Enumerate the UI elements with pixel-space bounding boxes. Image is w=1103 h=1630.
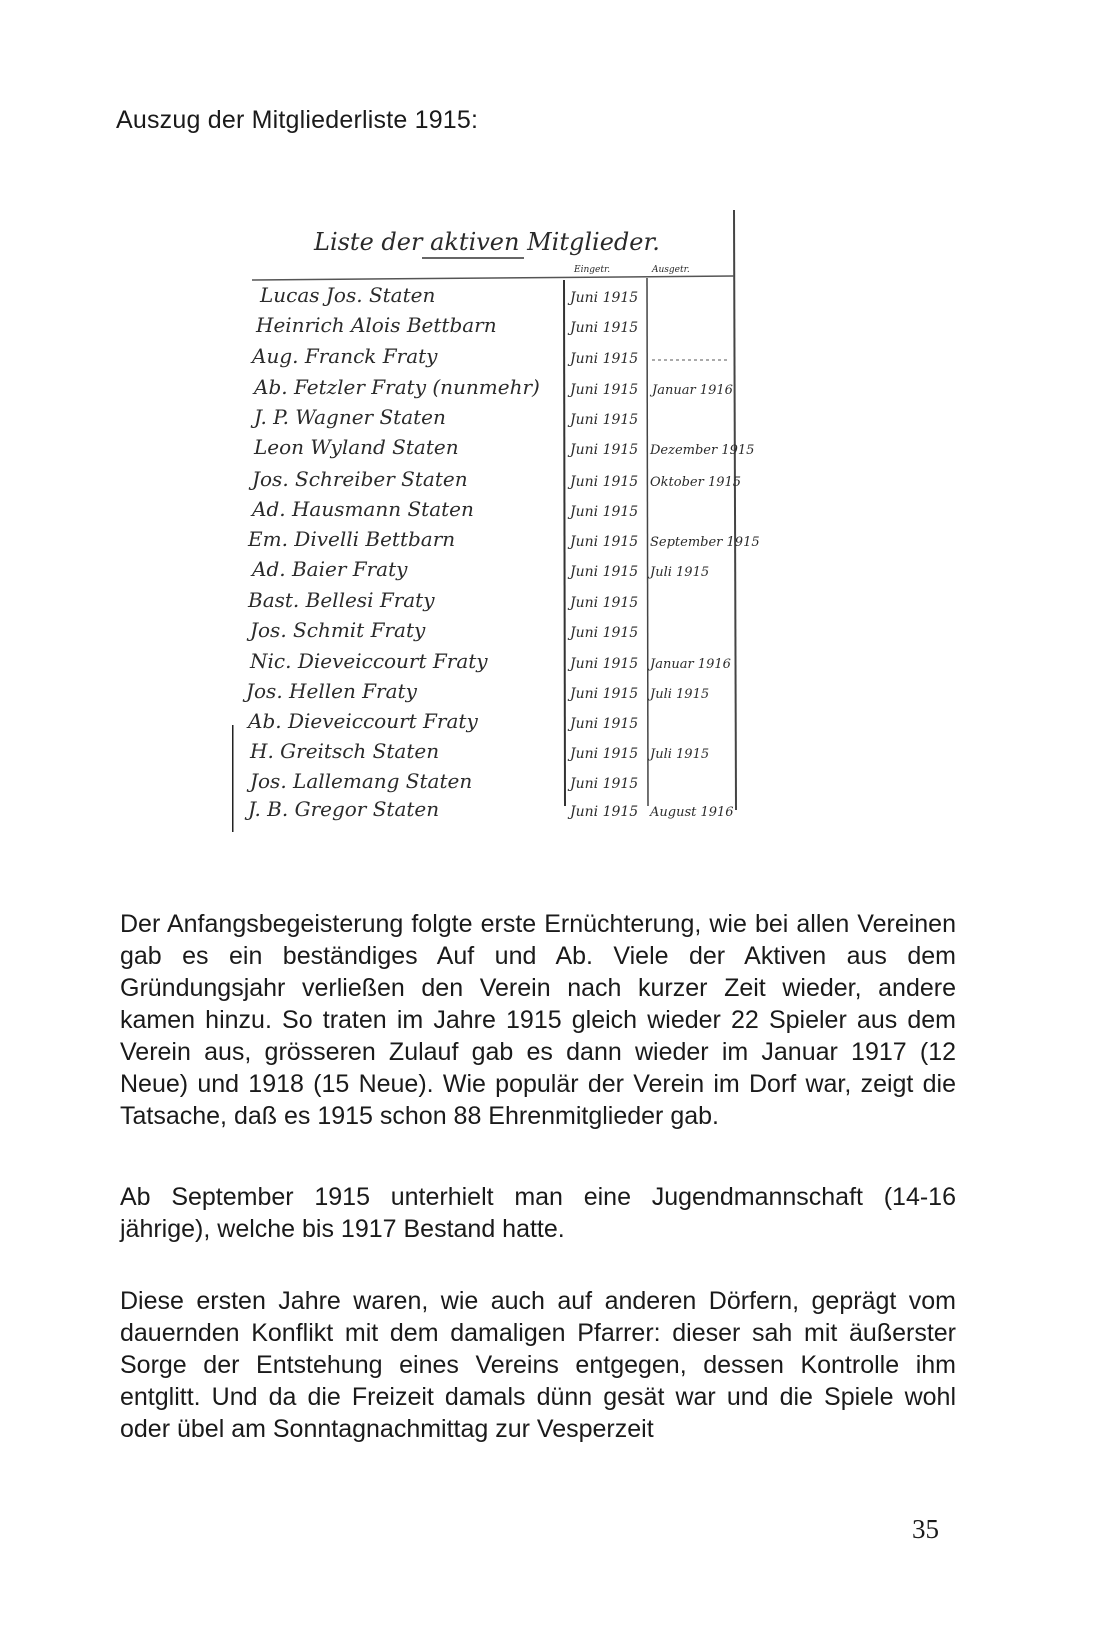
svg-text:Jos. Schmit Fraty: Jos. Schmit Fraty <box>250 618 426 642</box>
svg-text:Bast. Bellesi Fraty: Bast. Bellesi Fraty <box>248 588 435 612</box>
svg-text:Jos. Lallemang Staten: Jos. Lallemang Staten <box>250 769 473 793</box>
svg-text:Ab. Dieveiccourt Fraty: Ab. Dieveiccourt Fraty <box>248 709 478 733</box>
member-list-scan <box>232 210 778 870</box>
svg-text:J. B. Gregor Staten: J. B. Gregor Staten <box>248 797 440 821</box>
svg-text:Juni 1915: Juni 1915 <box>570 442 639 458</box>
svg-text:Januar 1916: Januar 1916 <box>650 657 731 672</box>
svg-text:September 1915: September 1915 <box>650 535 760 550</box>
svg-text:J. P. Wagner Staten: J. P. Wagner Staten <box>254 405 446 429</box>
svg-text:Juni 1915: Juni 1915 <box>570 290 639 306</box>
svg-text:Aug. Franck Fraty: Aug. Franck Fraty <box>252 344 438 368</box>
svg-text:H. Greitsch Staten: H. Greitsch Staten <box>250 739 440 763</box>
figure-caption: Auszug der Mitgliederliste 1915: <box>116 106 479 134</box>
svg-text:Juni 1915: Juni 1915 <box>570 320 639 336</box>
paragraph-1: Der Anfangsbegeisterung folgte erste Ernüchterung, wie bei allen Vereinen gab es ein beständiges Auf und Ab. Viele der Aktiven aus dem Gründungsjahr verließen den Verein nach kurzer Zeit wieder, andere kamen hinzu. So traten im Jahre 1915 gleich wieder 22 Spieler aus dem Verein aus, grösseren Zulauf gab es dann wieder im Januar 1917 (12 Neue) und 1918 (15 Neue). Wie populär der Verein im Dorf war, zeigt die Tatsache, daß es 1915 schon 88 Ehrenmitglieder gab. <box>120 910 956 1130</box>
svg-text:Juni 1915: Juni 1915 <box>570 504 639 520</box>
svg-text:Oktober 1915: Oktober 1915 <box>650 475 742 490</box>
svg-text:Juni 1915: Juni 1915 <box>570 716 639 732</box>
svg-text:Em. Divelli Bettbarn: Em. Divelli Bettbarn <box>248 527 456 551</box>
svg-text:Ab. Fetzler Fraty (nunmehr): Ab. Fetzler Fraty (nunmehr) <box>254 375 540 399</box>
svg-text:Juni 1915: Juni 1915 <box>570 412 639 428</box>
svg-text:Leon Wyland Staten: Leon Wyland Staten <box>254 435 459 459</box>
svg-text:August 1916: August 1916 <box>650 805 734 820</box>
svg-text:Januar 1916: Januar 1916 <box>652 383 733 398</box>
paragraph-3: Diese ersten Jahre waren, wie auch auf anderen Dörfern, geprägt vom dauernden Konflikt mit dem damaligen Pfarrer: dieser sah mit äußerster Sorge der Entstehung eines Vereins entgegen, dessen Kontrolle ihm entglitt. Und da die Freizeit damals dünn gesät war und die Spiele wohl oder übel am Sonntagnachmittag zur Vesperzeit <box>120 1287 956 1443</box>
svg-text:Juni 1915: Juni 1915 <box>570 382 639 398</box>
svg-text:Juni 1915: Juni 1915 <box>570 776 639 792</box>
svg-text:Juni 1915: Juni 1915 <box>570 595 639 611</box>
svg-text:Juni 1915: Juni 1915 <box>570 534 639 550</box>
svg-text:Juli 1915: Juli 1915 <box>650 747 710 762</box>
svg-text:Juli 1915: Juli 1915 <box>650 565 710 580</box>
svg-text:Lucas Jos. Staten: Lucas Jos. Staten <box>260 283 436 307</box>
svg-text:Juni 1915: Juni 1915 <box>570 656 639 672</box>
svg-text:Ad. Hausmann Staten: Ad. Hausmann Staten <box>252 497 474 521</box>
svg-text:Ad. Baier Fraty: Ad. Baier Fraty <box>252 557 408 581</box>
svg-text:Juli 1915: Juli 1915 <box>650 687 710 702</box>
svg-text:Juni 1915: Juni 1915 <box>570 804 639 820</box>
svg-text:Jos. Hellen Fraty: Jos. Hellen Fraty <box>246 679 417 703</box>
svg-text:Juni 1915: Juni 1915 <box>570 625 639 641</box>
page-number: 35 <box>912 1514 939 1544</box>
svg-text:Heinrich Alois Bettbarn: Heinrich Alois Bettbarn <box>256 313 497 337</box>
svg-text:Nic. Dieveiccourt Fraty: Nic. Dieveiccourt Fraty <box>250 649 488 673</box>
svg-text:Ausgetr.: Ausgetr. <box>652 265 690 275</box>
svg-text:Juni 1915: Juni 1915 <box>570 746 639 762</box>
list-heading: Liste der aktiven Mitglieder. <box>314 228 660 256</box>
svg-text:Eingetr.: Eingetr. <box>574 265 611 275</box>
svg-text:Juni 1915: Juni 1915 <box>570 351 639 367</box>
svg-text:Dezember 1915: Dezember 1915 <box>650 443 755 458</box>
svg-text:Juni 1915: Juni 1915 <box>570 686 639 702</box>
svg-text:Juni 1915: Juni 1915 <box>570 474 639 490</box>
svg-text:Jos. Schreiber Staten: Jos. Schreiber Staten <box>252 467 468 491</box>
paragraph-2: Ab September 1915 unterhielt man eine Jugendmannschaft (14-16 jährige), welche bis 1917 Bestand hatte. <box>120 1183 956 1243</box>
svg-text:Juni 1915: Juni 1915 <box>570 564 639 580</box>
